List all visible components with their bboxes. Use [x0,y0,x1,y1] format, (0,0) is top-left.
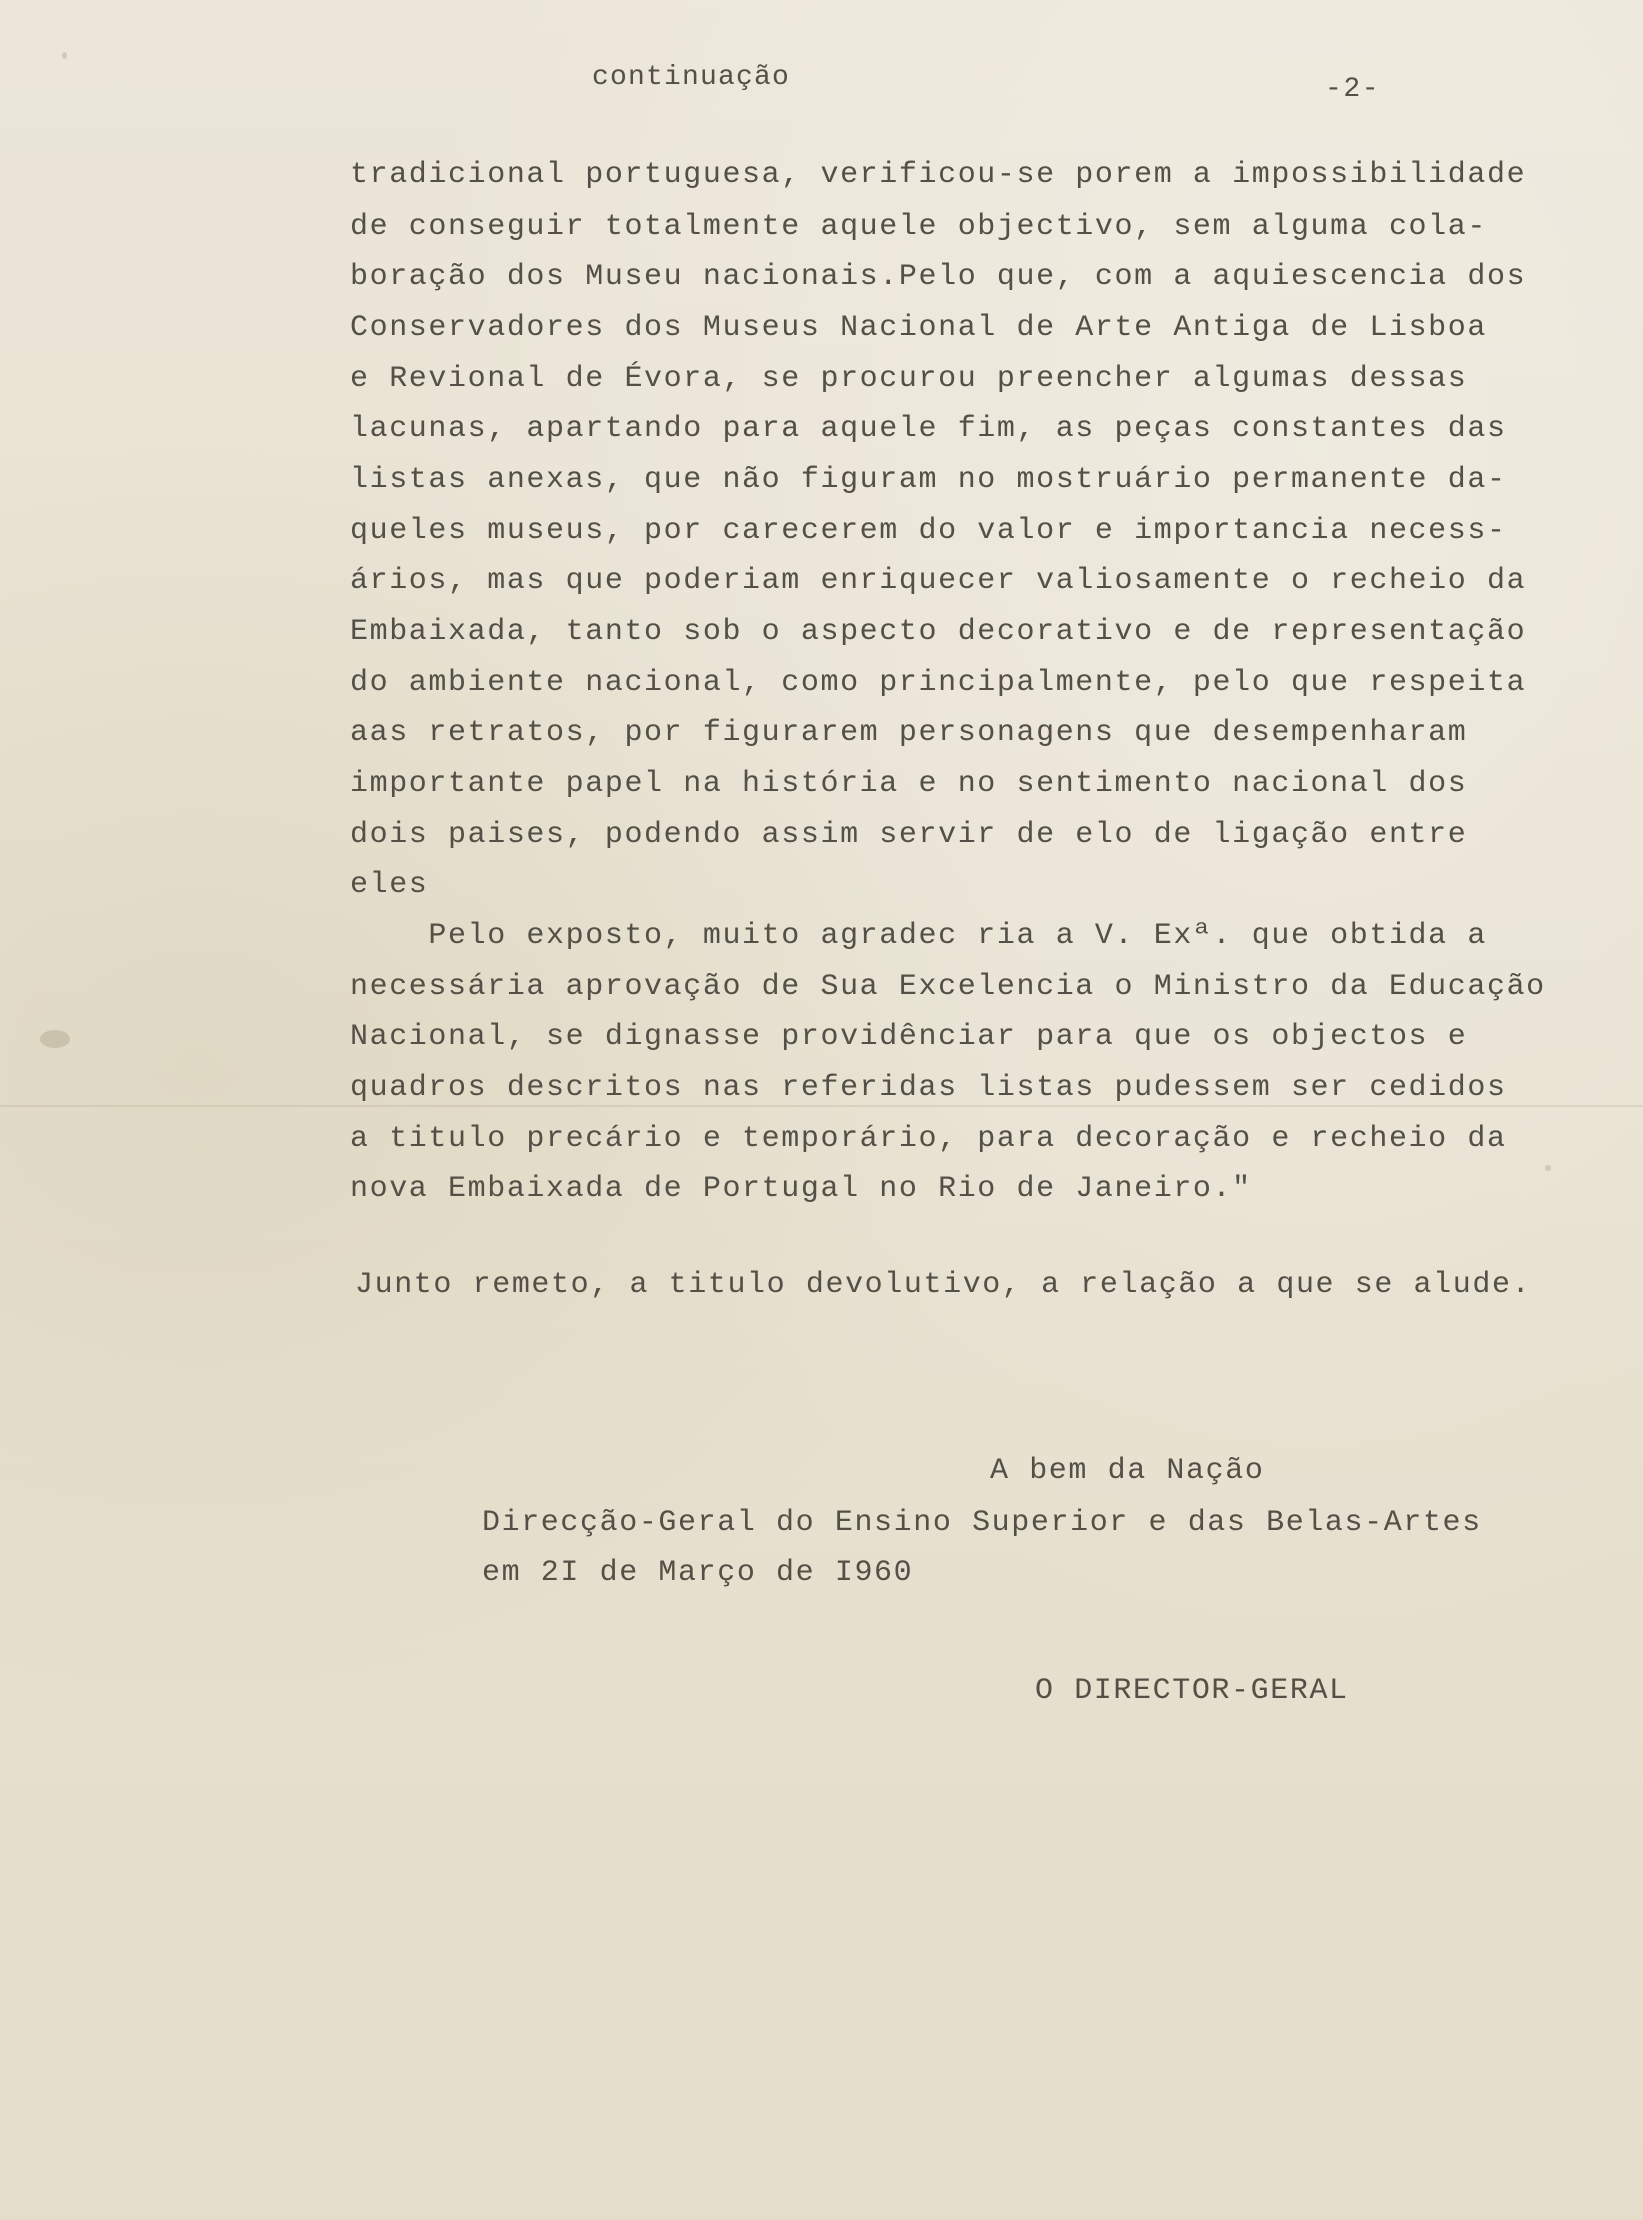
body-line: a titulo precário e temporário, para decoração e recheio da [350,1122,1507,1156]
body-line: necessária aprovação de Sua Excelencia o Ministro da Educação [350,970,1546,1004]
body-line: e Revional de Évora, se procurou preencher algumas dessas [350,362,1468,396]
body-line: lacunas, apartando para aquele fim, as peças constantes das [350,412,1507,446]
body-line: importante papel na história e no sentimento nacional dos [350,767,1468,801]
body-line: tradicional portuguesa, verificou-se porem a impossibilidade [350,158,1527,192]
salutation: A bem da Nação [990,1454,1265,1488]
paper-stain [1545,1165,1551,1171]
signatory-title: O DIRECTOR-GERAL [1035,1674,1349,1708]
body-line: aas retratos, por figurarem personagens que desempenharam [350,716,1468,750]
body-line: ários, mas que poderiam enriquecer valiosamente o recheio da [350,564,1527,598]
document-date: em 2I de Março de I960 [482,1556,914,1590]
closing-sentence: Junto remeto, a titulo devolutivo, a relação a que se alude. [355,1268,1532,1302]
body-line: nova Embaixada de Portugal no Rio de Janeiro." [350,1172,1252,1206]
department-name: Direcção-Geral do Ensino Superior e das Belas-Artes [482,1506,1482,1540]
body-line: de conseguir totalmente aquele objectivo, sem alguma cola- [350,210,1487,244]
body-line: do ambiente nacional, como principalmente, pelo que respeita [350,666,1527,700]
body-line: quadros descritos nas referidas listas pudessem ser cedidos [350,1071,1507,1105]
body-line: Embaixada, tanto sob o aspecto decorativo e de representação [350,615,1527,649]
page-number: -2- [1325,74,1381,105]
paper-stain [40,1030,70,1048]
body-line: queles museus, por carecerem do valor e importancia necess- [350,514,1507,548]
body-line: Nacional, se dignasse providênciar para que os objectos e [350,1020,1468,1054]
paper-stain [62,52,67,59]
body-line: listas anexas, que não figuram no mostruário permanente da- [350,463,1507,497]
body-line: boração dos Museu nacionais.Pelo que, com a aquiescencia dos [350,260,1527,294]
body-line: Conservadores dos Museus Nacional de Arte Antiga de Lisboa [350,311,1487,345]
body-line: eles [350,868,429,902]
paper-fold [0,1105,1643,1107]
continuation-header: continuação [592,62,791,93]
body-line: dois paises, podendo assim servir de elo de ligação entre [350,818,1468,852]
body-line: Pelo exposto, muito agradec ria a V. Exª. que obtida a [350,919,1487,953]
